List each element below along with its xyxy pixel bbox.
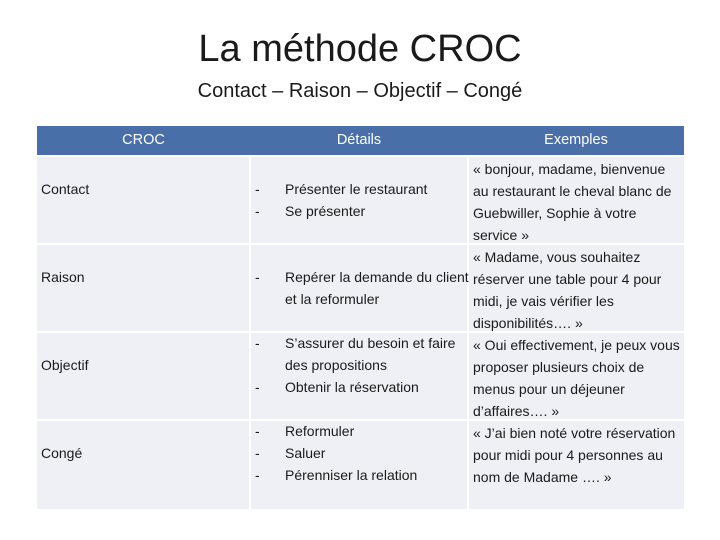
example-conge: « J’ai bien noté votre réservation pour midi pour 4 personnes au nom de Madame …. » — [473, 425, 676, 485]
header-examples: Exemples — [468, 126, 684, 155]
details-raison — [255, 266, 475, 310]
detail-text: Présenter le restaurant — [285, 181, 428, 197]
detail-item — [255, 376, 475, 398]
header-details: Détails — [250, 126, 468, 155]
detail-item — [255, 200, 475, 222]
row-label-raison: Raison — [41, 269, 85, 285]
details-contact — [255, 178, 475, 222]
detail-text: Se présenter — [285, 203, 366, 219]
details-objectif — [255, 332, 475, 398]
example-objectif: « Oui effectivement, je peux vous proposer plusieurs choix de menus pour un déjeuner d’affaires…. » — [473, 337, 680, 419]
example-raison: « Madame, vous souhaitez réserver une table pour 4 pour midi, je vais vérifier les disponibilités…. » — [473, 249, 662, 331]
row-label-objectif: Objectif — [41, 357, 89, 373]
detail-item — [255, 332, 475, 376]
detail-text: Reformuler — [285, 423, 355, 439]
dash: - — [255, 203, 260, 219]
detail-item — [255, 442, 475, 464]
dash: - — [255, 379, 260, 395]
slide-title: La méthode CROC — [198, 28, 522, 70]
header-croc: CROC — [37, 126, 250, 155]
dash: - — [255, 181, 260, 197]
dash: - — [255, 269, 260, 285]
detail-text: S’assurer du besoin et faire des propositions — [285, 335, 456, 373]
detail-item — [255, 420, 475, 442]
examples-column — [473, 158, 683, 488]
row-label-conge: Congé — [41, 445, 83, 461]
detail-text: Repérer la demande du client et la reformuler — [285, 269, 469, 307]
detail-text: Pérenniser la relation — [285, 467, 418, 483]
row-label-contact: Contact — [41, 181, 90, 197]
slide-subtitle: Contact – Raison – Objectif – Congé — [197, 80, 523, 102]
dash: - — [255, 445, 260, 461]
detail-item — [255, 266, 475, 310]
detail-item — [255, 178, 475, 200]
details-conge — [255, 420, 475, 486]
detail-text: Saluer — [285, 445, 326, 461]
example-contact: « bonjour, madame, bienvenue au restaurant le cheval blanc de Guebwiller, Sophie à votre service » — [473, 161, 672, 243]
dash: - — [255, 335, 260, 351]
dash: - — [255, 423, 260, 439]
detail-text: Obtenir la réservation — [285, 379, 419, 395]
dash: - — [255, 467, 260, 483]
detail-item — [255, 464, 475, 486]
croc-table — [37, 126, 684, 509]
